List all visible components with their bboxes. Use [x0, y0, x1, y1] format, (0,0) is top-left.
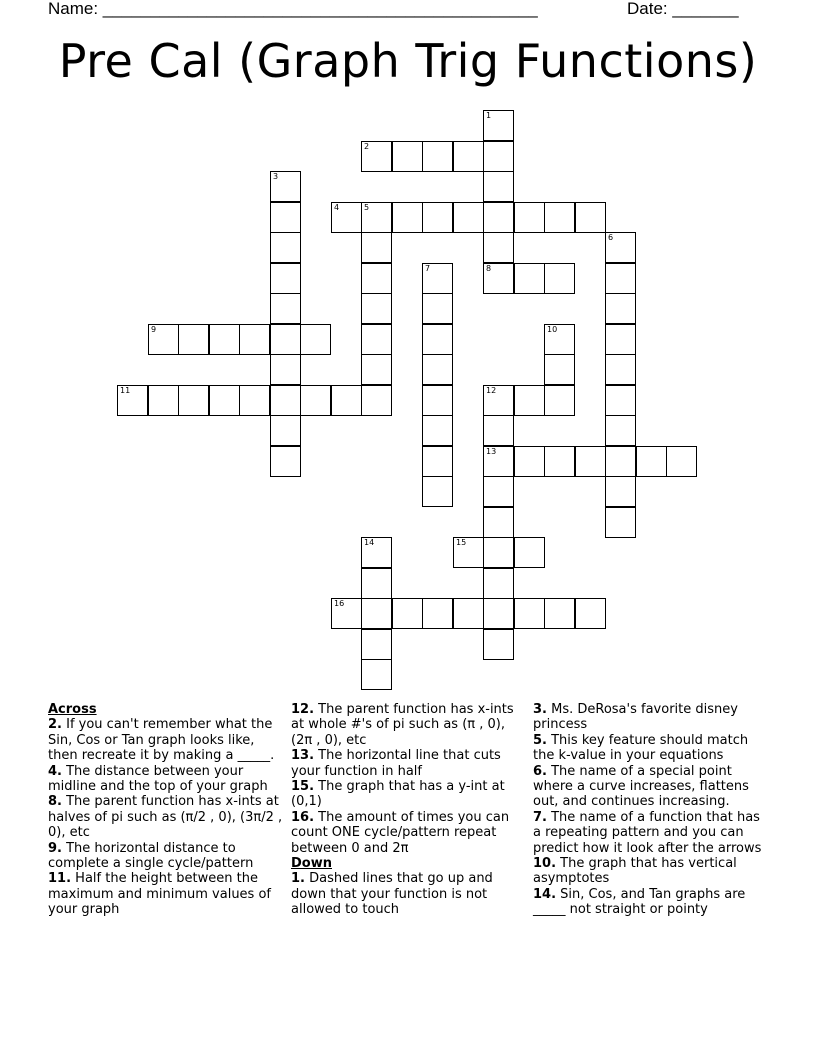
- crossword-cell[interactable]: [270, 446, 301, 477]
- cell-number: 11: [120, 386, 131, 395]
- crossword-cell[interactable]: [392, 202, 423, 233]
- crossword-cell[interactable]: [483, 446, 514, 477]
- clue-number: 12.: [291, 702, 315, 717]
- crossword-cell[interactable]: [209, 385, 240, 416]
- crossword-cell[interactable]: [453, 202, 484, 233]
- crossword-cell[interactable]: [361, 659, 392, 690]
- clue-text: If you can't remember what the Sin, Cos or Tan graph looks like, then recreate it by making a _____.: [48, 717, 275, 764]
- clues-column-2: [291, 702, 521, 918]
- clue-text: Sin, Cos, and Tan graphs are _____ not straight or pointy: [533, 886, 746, 918]
- crossword-cell[interactable]: [605, 293, 636, 324]
- crossword-cell[interactable]: [605, 232, 636, 263]
- page-title: Pre Cal (Graph Trig Functions): [58, 34, 758, 88]
- crossword-cell[interactable]: [422, 415, 453, 446]
- clue-text: The amount of times you can count ONE cycle/pattern repeat between 0 and 2π: [291, 809, 510, 856]
- crossword-cell[interactable]: [483, 415, 514, 446]
- crossword-cell[interactable]: [514, 263, 545, 294]
- crossword-cell[interactable]: [605, 354, 636, 385]
- clue-across-4: [48, 764, 284, 795]
- clue-across-12: [291, 702, 521, 748]
- crossword-cell[interactable]: [422, 202, 453, 233]
- crossword-cell[interactable]: [483, 476, 514, 507]
- cell-number: 1: [486, 111, 492, 120]
- cell-number: 3: [273, 172, 279, 181]
- crossword-cell[interactable]: [422, 263, 453, 294]
- crossword-cell[interactable]: [270, 232, 301, 263]
- clue-number: 6.: [533, 763, 547, 779]
- crossword-cell[interactable]: [483, 629, 514, 660]
- cell-number: 13: [486, 447, 497, 456]
- clue-down-10: [533, 856, 769, 887]
- crossword-cell[interactable]: [605, 415, 636, 446]
- clue-number: 4.: [48, 763, 62, 779]
- crossword-cell[interactable]: [270, 324, 301, 355]
- crossword-cell[interactable]: [361, 629, 392, 660]
- clue-text: Half the height between the maximum and minimum values of your graph: [48, 871, 271, 918]
- clue-across-11: [48, 871, 284, 917]
- across-heading: Across: [48, 702, 97, 717]
- crossword-cell[interactable]: [270, 415, 301, 446]
- crossword-cell[interactable]: [483, 598, 514, 629]
- crossword-cell[interactable]: [270, 171, 301, 202]
- clue-number: 16.: [291, 809, 315, 825]
- crossword-cell[interactable]: [605, 476, 636, 507]
- cell-number: 15: [456, 538, 467, 547]
- clue-across-16: [291, 810, 521, 856]
- crossword-cell[interactable]: [422, 141, 453, 172]
- clue-across-2: [48, 717, 284, 763]
- crossword-cell[interactable]: [361, 354, 392, 385]
- cell-number: 2: [364, 142, 370, 151]
- clue-down-6: [533, 764, 769, 810]
- crossword-cell[interactable]: [483, 385, 514, 416]
- crossword-cell[interactable]: [270, 293, 301, 324]
- cell-number: 14: [364, 538, 375, 547]
- crossword-cell[interactable]: [361, 385, 392, 416]
- crossword-cell[interactable]: [239, 385, 270, 416]
- cell-number: 9: [151, 325, 157, 334]
- crossword-cell[interactable]: [178, 324, 209, 355]
- clue-text: The distance between your midline and the top of your graph: [48, 763, 268, 795]
- clue-number: 3.: [533, 702, 547, 717]
- crossword-cell[interactable]: [453, 537, 484, 568]
- crossword-cell[interactable]: [300, 324, 331, 355]
- clue-text: The parent function has x-ints at whole #'s of pi such as (π , 0), (2π , 0), etc: [291, 702, 514, 748]
- crossword-cell[interactable]: [361, 232, 392, 263]
- clue-down-1: [291, 871, 521, 917]
- crossword-cell[interactable]: [453, 598, 484, 629]
- crossword-cell[interactable]: [422, 293, 453, 324]
- crossword-cell[interactable]: [361, 263, 392, 294]
- cell-number: 7: [425, 264, 431, 273]
- down-heading: Down: [291, 856, 332, 872]
- clue-text: The horizontal line that cuts your function in half: [291, 748, 501, 779]
- clue-number: 14.: [533, 886, 557, 902]
- crossword-cell[interactable]: [544, 263, 575, 294]
- date-field-label: Date: _______: [627, 0, 739, 18]
- crossword-cell[interactable]: [544, 202, 575, 233]
- crossword-cell[interactable]: [270, 354, 301, 385]
- crossword-cell[interactable]: [514, 446, 545, 477]
- crossword-cell[interactable]: [148, 324, 179, 355]
- clue-number: 9.: [48, 840, 62, 856]
- crossword-cell[interactable]: [453, 141, 484, 172]
- crossword-cell[interactable]: [575, 202, 606, 233]
- clue-text: Dashed lines that go up and down that your function is not allowed to touch: [291, 871, 493, 918]
- cell-number: 5: [364, 203, 370, 212]
- crossword-cell[interactable]: [605, 263, 636, 294]
- crossword-cell[interactable]: [361, 202, 392, 233]
- crossword-cell[interactable]: [361, 293, 392, 324]
- crossword-cell[interactable]: [270, 385, 301, 416]
- crossword-cell[interactable]: [117, 385, 148, 416]
- crossword-cell[interactable]: [483, 568, 514, 599]
- clue-down-3: [533, 702, 769, 733]
- crossword-cell[interactable]: [361, 537, 392, 568]
- crossword-cell[interactable]: [392, 141, 423, 172]
- crossword-cell[interactable]: [270, 202, 301, 233]
- clue-number: 10.: [533, 856, 557, 872]
- crossword-cell[interactable]: [422, 385, 453, 416]
- crossword-cell[interactable]: [422, 354, 453, 385]
- crossword-cell[interactable]: [514, 537, 545, 568]
- crossword-cell[interactable]: [636, 446, 667, 477]
- clue-number: 15.: [291, 779, 315, 795]
- crossword-cell[interactable]: [300, 385, 331, 416]
- crossword-cell[interactable]: [361, 141, 392, 172]
- clue-down-7: [533, 810, 769, 856]
- crossword-cell[interactable]: [361, 324, 392, 355]
- clue-number: 13.: [291, 748, 315, 764]
- crossword-cell[interactable]: [544, 446, 575, 477]
- crossword-cell[interactable]: [331, 598, 362, 629]
- crossword-cell[interactable]: [361, 568, 392, 599]
- crossword-cell[interactable]: [270, 263, 301, 294]
- crossword-cell[interactable]: [483, 232, 514, 263]
- crossword-cell[interactable]: [422, 598, 453, 629]
- cell-number: 12: [486, 386, 497, 395]
- crossword-cell[interactable]: [483, 141, 514, 172]
- cell-number: 6: [608, 233, 614, 242]
- crossword-cell[interactable]: [422, 324, 453, 355]
- clue-across-13: [291, 748, 521, 779]
- name-field-label: Name: ______________________________________________: [48, 0, 538, 18]
- crossword-cell[interactable]: [483, 507, 514, 538]
- crossword-cell[interactable]: [605, 507, 636, 538]
- crossword-cell[interactable]: [178, 385, 209, 416]
- crossword-cell[interactable]: [483, 110, 514, 141]
- clue-number: 1.: [291, 871, 305, 887]
- cell-number: 16: [334, 599, 345, 608]
- clue-text: The parent function has x-ints at halves of pi such as (π/2 , 0), (3π/2 , 0), etc: [48, 794, 283, 841]
- clue-text: The name of a function that has a repeating pattern and you can predict how it look after the arrows: [533, 809, 762, 856]
- crossword-cell[interactable]: [483, 537, 514, 568]
- crossword-cell[interactable]: [544, 598, 575, 629]
- clue-text: This key feature should match the k-value in your equations: [533, 732, 749, 764]
- crossword-cell[interactable]: [544, 324, 575, 355]
- cell-number: 10: [547, 325, 558, 334]
- clue-text: The horizontal distance to complete a single cycle/pattern: [48, 840, 254, 872]
- crossword-cell[interactable]: [483, 202, 514, 233]
- clue-across-9: [48, 841, 284, 872]
- clue-across-15: [291, 779, 521, 810]
- crossword-cell[interactable]: [575, 446, 606, 477]
- crossword-cell[interactable]: [483, 263, 514, 294]
- clue-number: 11.: [48, 871, 72, 887]
- clue-down-5: [533, 733, 769, 764]
- crossword-cell[interactable]: [361, 598, 392, 629]
- clue-across-8: [48, 794, 284, 840]
- clue-down-14: [533, 887, 769, 918]
- crossword-cell[interactable]: [392, 598, 423, 629]
- clue-text: Ms. DeRosa's favorite disney princess: [533, 702, 738, 733]
- crossword-cell[interactable]: [239, 324, 270, 355]
- crossword-cell[interactable]: [605, 324, 636, 355]
- clues-column-1: [48, 702, 284, 918]
- crossword-cell[interactable]: [148, 385, 179, 416]
- crossword-cell[interactable]: [575, 598, 606, 629]
- clue-number: 7.: [533, 809, 547, 825]
- crossword-cell[interactable]: [666, 446, 697, 477]
- clue-number: 8.: [48, 794, 62, 810]
- crossword-cell[interactable]: [605, 446, 636, 477]
- cell-number: 4: [334, 203, 340, 212]
- clue-number: 2.: [48, 717, 62, 733]
- crossword-cell[interactable]: [422, 476, 453, 507]
- crossword-cell[interactable]: [331, 202, 362, 233]
- clue-number: 5.: [533, 732, 547, 748]
- clue-text: The name of a special point where a curve increases, flattens out, and continues increasing.: [533, 763, 749, 810]
- crossword-cell[interactable]: [544, 354, 575, 385]
- crossword-cell[interactable]: [514, 385, 545, 416]
- cell-number: 8: [486, 264, 492, 273]
- crossword-cell[interactable]: [483, 171, 514, 202]
- crossword-cell[interactable]: [331, 385, 362, 416]
- crossword-cell[interactable]: [514, 598, 545, 629]
- crossword-cell[interactable]: [209, 324, 240, 355]
- crossword-cell[interactable]: [605, 385, 636, 416]
- crossword-cell[interactable]: [422, 446, 453, 477]
- crossword-cell[interactable]: [544, 385, 575, 416]
- clue-text: The graph that has a y-int at (0,1): [291, 779, 505, 810]
- clues-column-3: [533, 702, 769, 918]
- clue-text: The graph that has vertical asymptotes: [533, 856, 737, 887]
- crossword-cell[interactable]: [514, 202, 545, 233]
